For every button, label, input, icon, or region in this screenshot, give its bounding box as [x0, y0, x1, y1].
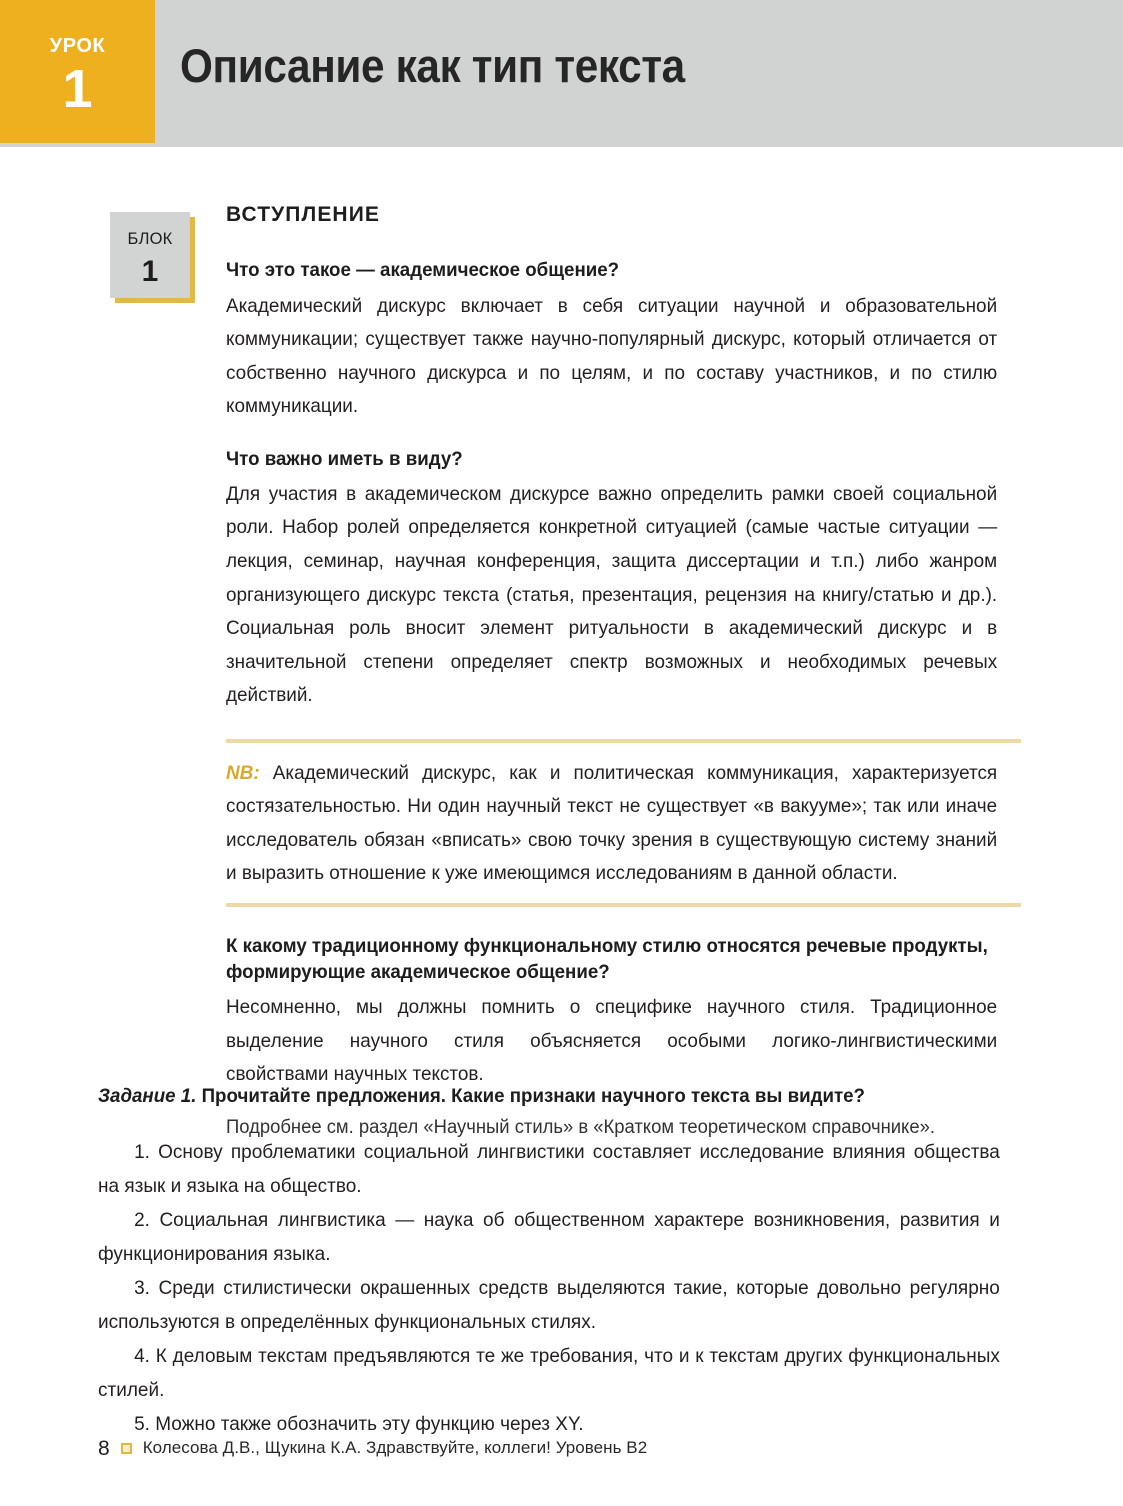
body-paragraph-2: Для участия в академическом дискурсе важно определить рамки своей социальной роли. Набор ролей определяется конкретной ситуацией (самые частые ситуации — лекция, семинар, научная конференция, защита диссертации и т.п.) либо жанром организующего дискурс текста (статья, презентация, рецензия на книгу/статью и др.). Социальная роль вносит элемент ритуальности в академический дискурс и в значительной степени определяет спектр возможных и необходимых речевых действий. — [226, 482, 998, 707]
list-item: 3. Среди стилистически окрашенных средств выделяются такие, которые довольно регулярно используются в определённых функциональных стилях. — [98, 1276, 1000, 1333]
block-marker-box — [110, 212, 190, 298]
task-number-label: Задание 1. — [98, 1085, 197, 1107]
task-instruction: Прочитайте предложения. Какие признаки научного текста вы видите? — [196, 1085, 865, 1107]
list-item: 2. Социальная лингвистика — наука об общественном характере возникновения, развития и функционирования языка. — [98, 1209, 1000, 1266]
body-paragraph-1: Академический дискурс включает в себя ситуации научной и образовательной коммуникации; существует также научно-популярный дискурс, который отличается от собственно научного дискурса и по целям, и по составу участников, и по стилю коммуникации. — [226, 294, 998, 418]
section-title: ВСТУПЛЕНИЕ — [226, 203, 381, 226]
page-title: Описание как тип текста — [180, 39, 685, 92]
page-number: 8 — [98, 1437, 110, 1460]
question-heading-2: Что важно иметь в виду? — [226, 447, 463, 470]
task-heading — [98, 1083, 986, 1110]
footer-attribution: Колесова Д.В., Щукина К.А. Здравствуйте, коллеги! Уровень В2 — [142, 1438, 648, 1458]
task-sentence-list — [98, 1136, 1023, 1441]
nb-callout — [226, 739, 1021, 907]
yellow-square-icon — [121, 1443, 132, 1454]
list-item: 5. Можно также обозначить эту функцию через XY. — [134, 1412, 584, 1435]
task-section — [98, 1083, 1023, 1442]
block-marker — [110, 212, 190, 298]
reference-note: Подробнее см. раздел «Научный стиль» в «Кратком теоретическом справочнике». — [226, 1117, 935, 1138]
list-item: 1. Основу проблематики социальной лингвистики составляет исследование влияния общества на язык и языка на общество. — [98, 1141, 1000, 1198]
body-paragraph-3: Несомненно, мы должны помнить о специфике научного стиля. Традиционное выделение научного стиля объясняется особыми логико-лингвистическими свойствами научных текстов. — [226, 996, 998, 1086]
page-header — [0, 0, 1123, 147]
lesson-badge-label: УРОК — [49, 35, 106, 57]
question-heading-3: К какому традиционному функциональному стилю относятся речевые продукты, формирующие академическое общение? — [226, 934, 988, 984]
question-heading-1: Что это такое — академическое общение? — [226, 259, 620, 282]
lesson-badge-number: 1 — [62, 59, 93, 119]
nb-body: Академический дискурс, как и политическая коммуникация, характеризуется состязательностью. Ни один научный текст не существует «в вакууме»; так или иначе исследователь обязан «вписать» свою точку зрения в существующую систему знаний и выразить отношение к уже имеющимся исследованиям в данной области. — [226, 761, 998, 885]
main-content — [226, 202, 1021, 1144]
page-footer — [98, 1438, 1023, 1459]
nb-label: NB: — [226, 761, 260, 784]
list-item: 4. К деловым текстам предъявляются те же требования, что и к текстам других функциональных стилей. — [98, 1344, 1000, 1401]
block-marker-label: БЛОК — [127, 230, 173, 248]
lesson-badge — [0, 0, 155, 143]
nb-text — [226, 757, 997, 891]
block-marker-number: 1 — [141, 254, 159, 288]
